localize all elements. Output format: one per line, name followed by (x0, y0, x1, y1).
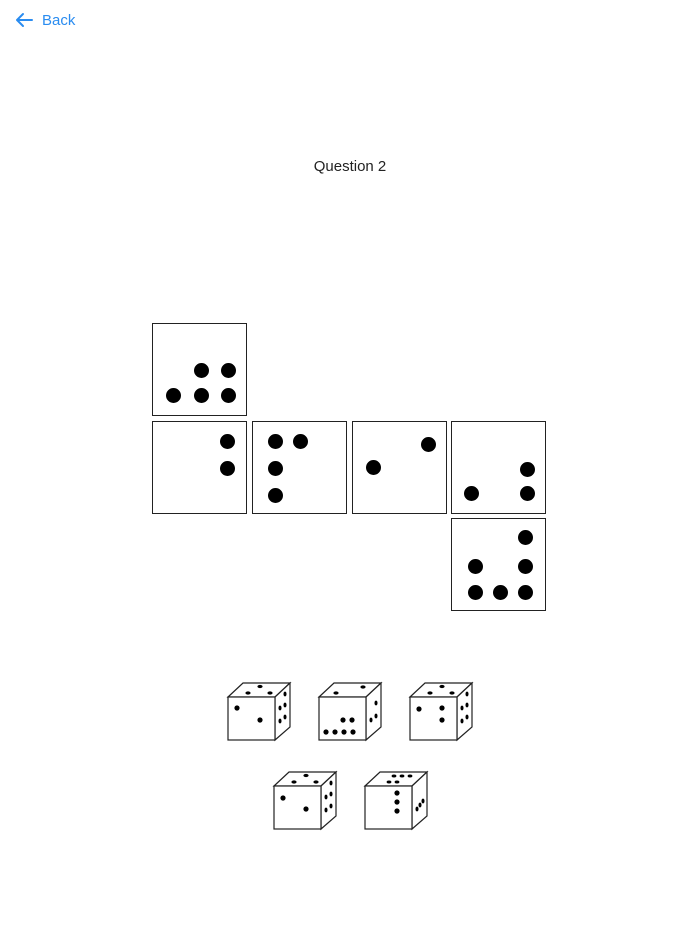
pip (194, 388, 209, 403)
pip (518, 559, 533, 574)
pip (268, 434, 283, 449)
pip (518, 585, 533, 600)
net-face-row-4 (451, 421, 546, 514)
pip (421, 437, 436, 452)
pip (468, 585, 483, 600)
net-face-bottom (451, 518, 546, 611)
pip (166, 388, 181, 403)
pip (220, 434, 235, 449)
net-face-row-2 (252, 421, 347, 514)
cube-icon (317, 680, 383, 742)
pip (464, 486, 479, 501)
pip (366, 460, 381, 475)
pip (220, 461, 235, 476)
pip (468, 559, 483, 574)
cube-icon (272, 769, 338, 831)
net-face-row-3 (352, 421, 447, 514)
net-face-top (152, 323, 247, 416)
cube-icon (408, 680, 474, 742)
cube-icon (363, 769, 429, 831)
net-face-row-1 (152, 421, 247, 514)
pip (520, 462, 535, 477)
answer-choice-5[interactable] (363, 769, 429, 831)
pip (268, 461, 283, 476)
pip (268, 488, 283, 503)
pip (293, 434, 308, 449)
pip (194, 363, 209, 378)
answer-choice-2[interactable] (317, 680, 383, 742)
pip (221, 388, 236, 403)
answer-choice-4[interactable] (272, 769, 338, 831)
question-title: Question 2 (313, 158, 387, 175)
answer-choice-3[interactable] (408, 680, 474, 742)
cube-icon (226, 680, 292, 742)
pip (520, 486, 535, 501)
back-label: Back (42, 11, 76, 29)
pip (493, 585, 508, 600)
pip (518, 530, 533, 545)
pip (221, 363, 236, 378)
answer-choice-1[interactable] (226, 680, 292, 742)
